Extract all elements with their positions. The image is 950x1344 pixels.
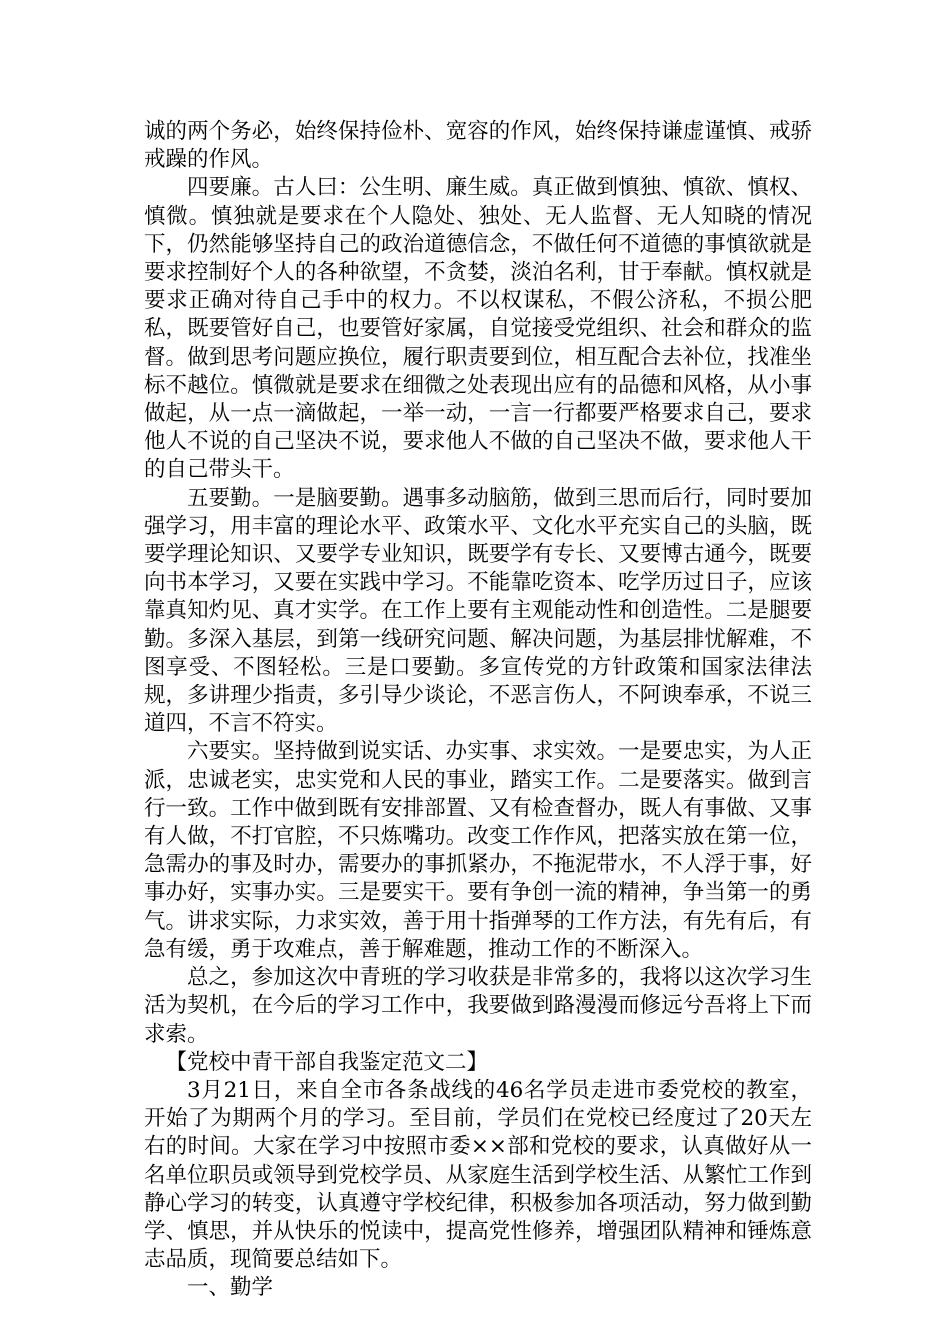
paragraph-diligence: 五要勤。一是脑要勤。遇事多动脑筋，做到三思而后行，同时要加强学习，用丰富的理论水平、政策水平、文化水平充实自己的头脑，既要学理论知识、又要学专业知识，既要学有专长、又要博古通今，既要向书本学习，又要在实践中学习。不能靠吃资本、吃学历过日子，应该靠真知灼见、真才实学。在工作上要有主观能动性和创造性。二是腿要勤。多深入基层，到第一线研究问题、解决问题，为基层排忧解难，不图享受、不图轻松。三是口要勤。多宣传党的方针政策和国家法律法规，多讲理少指责，多引导少谈论，不恶言伤人，不阿谀奉承，不说三道四，不言不符实。 (144, 485, 812, 737)
paragraph-practicality: 六要实。坚持做到说实话、办实事、求实效。一是要忠实，为人正派，忠诚老实，忠实党和人民的事业，踏实工作。二是要落实。做到言行一致。工作中做到既有安排部置、又有检查督办，既人有事做、又事有人做，不打官腔，不只炼嘴功。改变工作作风，把落实放在第一位，急需办的事及时办，需要办的事抓紧办，不拖泥带水，不人浮于事，好事办好，实事办实。三是要实干。要有争创一流的精神，争当第一的勇气。讲求实际，力求实效，善于用十指弹琴的工作方法，有先有后，有急有缓，勇于攻难点，善于解难题，推动工作的不断深入。 (144, 739, 812, 962)
paragraph-integrity: 四要廉。古人曰：公生明、廉生威。真正做到慎独、慎欲、慎权、慎微。慎独就是要求在个人隐处、独处、无人监督、无人知晓的情况下，仍然能够坚持自己的政治道德信念，不做任何不道德的事慎欲就是要求控制好个人的各种欲望，不贪婪，淡泊名利，甘于奉献。慎权就是要求正确对待自己手中的权力。不以权谋私，不假公济私，不损公肥私，既要管好自己，也要管好家属，自觉接受党组织、社会和群众的监督。做到思考问题应换位，履行职责要到位，相互配合去补位，找准坐标不越位。慎微就是要求在细微之处表现出应有的品德和风格，从小事做起，从一点一滴做起，一举一动，一言一行都要严格要求自己，要求他人不说的自己坚决不说，要求他人不做的自己坚决不做，要求他人干的自己带头干。 (144, 175, 812, 483)
section-title: 【党校中青干部自我鉴定范文二】 (165, 1049, 489, 1075)
paragraph-intro-two: 3月21日，来自全市各条战线的46名学员走进市委党校的教室，开始了为期两个月的学习。至目前，学员们在党校已经度过了20天左右的时间。大家在学习中按照市委××部和党校的要求，认真做好从一名单位职员或领导到党校学员、从家庭生活到学校生活、从繁忙工作到静心学习的转变，认真遵守学校纪律，积极参加各项活动，努力做到勤学、慎思，并从快乐的悦读中，提高党性修养，增强团队精神和锤炼意志品质，现简要总结如下。 (144, 1077, 812, 1273)
subheading-diligent-study: 一、勤学 (187, 1275, 274, 1301)
document-page (144, 118, 812, 1303)
paragraph-conclusion: 总之，参加这次中青班的学习收获是非常多的，我将以这次学习生活为契机，在今后的学习工作中，我要做到路漫漫而修远兮吾将上下而求索。 (144, 965, 812, 1047)
paragraph-continuation: 诚的两个务必，始终保持俭朴、宽容的作风，始终保持谦虚谨慎、戒骄戒躁的作风。 (144, 119, 812, 173)
